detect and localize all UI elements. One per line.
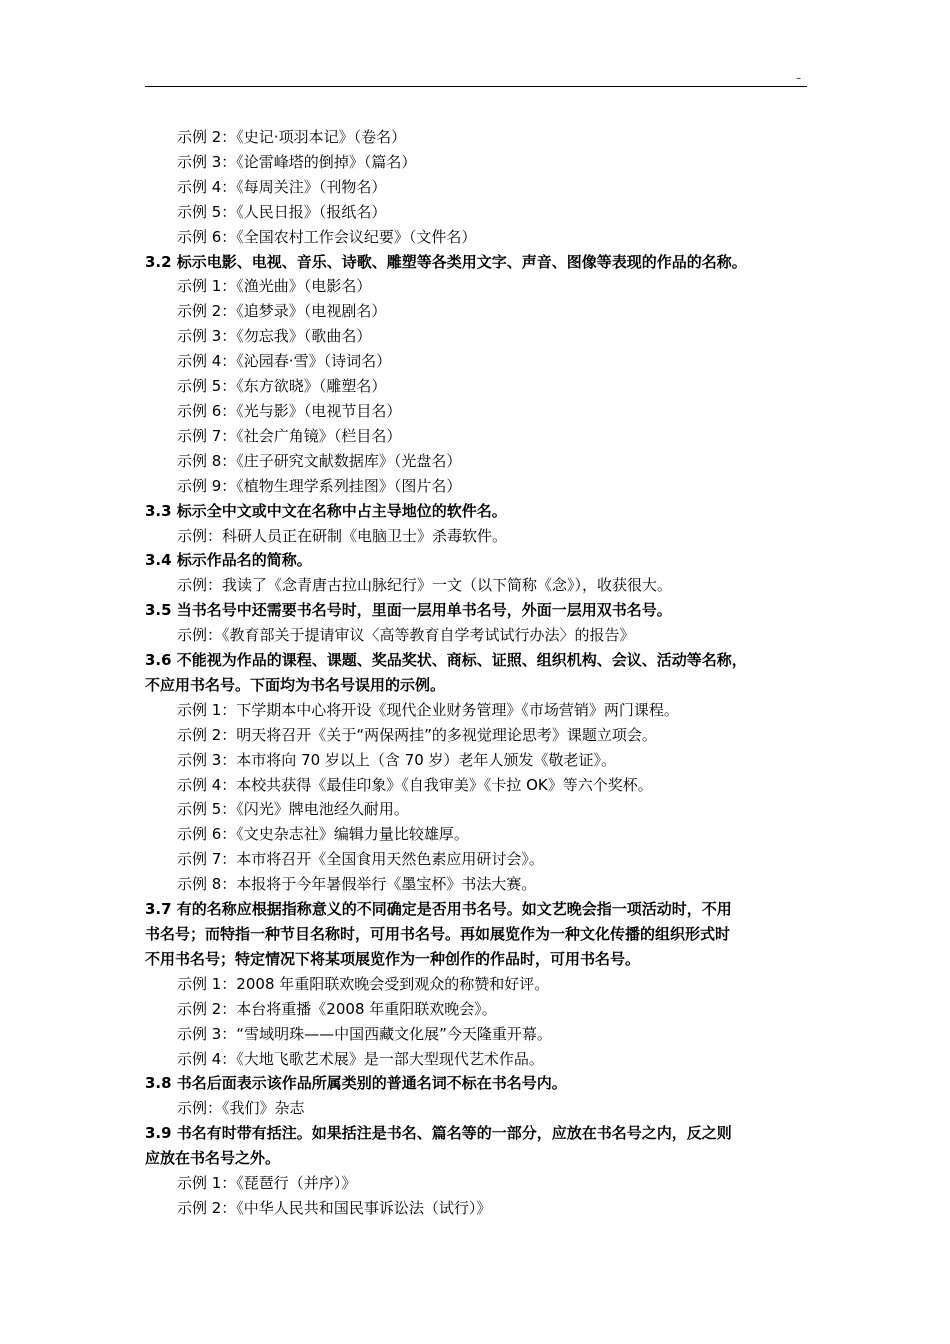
example-line: 示例：我读了《念青唐古拉山脉纪行》一文（以下简称《念》），收获很大。 [177,576,673,595]
example-line: 示例 6：《文史杂志社》编辑力量比较雄厚。 [177,825,469,844]
example-line: 示例：科研人员正在研制《电脑卫士》杀毒软件。 [177,526,508,545]
example-line: 示例 4：《沁园春·雪》（诗词名） [177,352,392,371]
example-line: 示例 4：《每周关注》（刊物名） [177,177,387,196]
example-line: 示例 3：本市将向 70 岁以上（含 70 岁）老年人颁发《敬老证》。 [177,750,617,769]
example-line: 示例 9：《植物生理学系列挂图》（图片名） [177,476,462,495]
example-line: 示例 8：本报将于今年暑假举行《墨宝杯》书法大赛。 [177,875,537,894]
example-line: 示例 2：本台将重播《2008 年重阳联欢晚会》。 [177,999,497,1018]
example-line: 示例 5：《人民日报》（报纸名） [177,202,387,221]
section-heading-line: 应放在书名号之外。 [145,1149,281,1168]
example-line: 示例 1：《琵琶行（并序）》 [177,1174,357,1193]
example-line: 示例 6：《全国农村工作会议纪要》（文件名） [177,227,477,246]
example-line: 示例 2：《追梦录》（电视剧名） [177,302,387,321]
example-line: 示例 5：《东方欲晓》（雕塑名） [177,377,387,396]
example-line: 示例 7：本市将召开《全国食用天然色素应用研讨会》。 [177,850,544,869]
example-line: 示例 1：2008 年重阳联欢晚会受到观众的称赞和好评。 [177,974,550,993]
section-heading-line: 3.8 书名后面表示该作品所属类别的普通名词不标在书名号内。 [145,1074,567,1093]
example-line: 示例 6：《光与影》（电视节目名） [177,401,402,420]
example-line: 示例 4：本校共获得《最佳印象》《自我审美》《卡拉 OK》等六个奖杯。 [177,775,653,794]
example-line: 示例 8：《庄子研究文献数据库》（光盘名） [177,451,462,470]
header-mark: – [796,73,801,84]
section-heading-line: 不用书名号；特定情况下将某项展览作为一种创作的作品时，可用书名号。 [145,949,641,968]
example-line: 示例 2：《中华人民共和国民事诉讼法（试行）》 [177,1198,492,1217]
example-line: 示例 1：下学期本中心将开设《现代企业财务管理》《市场营销》两门课程。 [177,700,679,719]
section-heading-line: 3.4 标示作品名的简称。 [145,551,312,570]
section-heading-line: 3.6 不能视为作品的课程、课题、奖品奖状、商标、证照、组织机构、会议、活动等名称， [145,651,747,670]
section-heading-line: 3.5 当书名号中还需要书名号时，里面一层用单书名号，外面一层用双书名号。 [145,601,672,620]
section-heading-line: 3.7 有的名称应根据指称意义的不同确定是否用书名号。如文艺晚会指一项活动时，不用 [145,900,732,919]
example-line: 示例 2：《史记·项羽本记》（卷名） [177,128,407,146]
example-line: 示例：《我们》杂志 [177,1099,305,1118]
example-line: 示例 4：《大地飞歌艺术展》是一部大型现代艺术作品。 [177,1049,544,1068]
header-rule [145,86,807,87]
section-heading-line: 不应用书名号。下面均为书名号误用的示例。 [145,675,446,694]
example-line: 示例 2：明天将召开《关于“两保两挂”的多视觉理论思考》课题立项会。 [177,725,657,744]
section-heading-line: 书名号；而特指一种节目名称时，可用书名号。再如展览作为一种文化传播的组织形式时 [145,925,731,943]
section-heading-line: 3.2 标示电影、电视、音乐、诗歌、雕塑等各类用文字、声音、图像等表现的作品的名称。 [145,252,747,271]
example-line: 示例 1：《渔光曲》（电影名） [177,277,372,296]
example-line: 示例 5：《闪光》牌电池经久耐用。 [177,800,409,819]
example-line: 示例 3：“雪域明珠——中国西藏文化展”今天隆重开幕。 [177,1024,552,1043]
document-body [145,125,825,1221]
section-heading-line: 3.9 书名有时带有括注。如果括注是书名、篇名等的一部分，应放在书名号之内，反之则 [145,1124,732,1143]
example-line: 示例：《教育部关于提请审议〈高等教育自学考试试行办法〉的报告》 [177,626,635,645]
example-line: 示例 3：《论雷峰塔的倒掉》（篇名） [177,152,417,171]
example-line: 示例 7：《社会广角镜》（栏目名） [177,426,402,445]
example-line: 示例 3：《勿忘我》（歌曲名） [177,327,372,346]
section-heading-line: 3.3 标示全中文或中文在名称中占主导地位的软件名。 [145,501,507,520]
